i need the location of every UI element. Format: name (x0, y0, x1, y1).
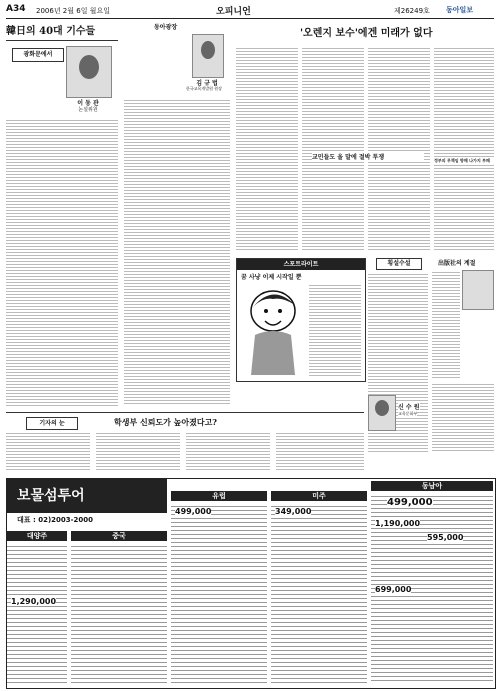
editorial-body-c (368, 46, 430, 252)
author-face-2 (201, 41, 215, 59)
author-name: 이 동 관 (77, 100, 99, 107)
ad-region-2: 중국 (71, 531, 167, 541)
ad-region-3-listings (171, 503, 267, 683)
author-role-2: 한국교육개발원 원장 (185, 86, 223, 91)
section-title: 오피니언 (216, 7, 251, 17)
column-center-label: 동아광장 (154, 24, 178, 31)
ad-region-2-listings (71, 543, 167, 683)
column-right-b-illustration (462, 270, 494, 310)
issue-date: 2006년 2월 6일 월요일 (36, 7, 110, 15)
author-name-2: 김 규 법 (196, 80, 218, 87)
ad-price-1: 499,000 (175, 507, 212, 516)
column-right-b-body (432, 270, 460, 380)
ad-brand: 보물섬투어 (17, 488, 85, 504)
bottom-article-body-d (276, 431, 364, 471)
article-body (6, 118, 118, 406)
column-right-b-body-2 (432, 382, 494, 452)
page-number: A34 (6, 4, 26, 14)
editorial-subhead-2: 정부의 무책임 방해 나가지 부패 (434, 158, 494, 164)
cartoon-box (236, 258, 366, 382)
newspaper-logo: 동아일보 (446, 6, 474, 14)
column-left-title: 韓日의 40대 기수들 (6, 22, 118, 41)
page-header (6, 4, 494, 19)
bottom-article-body-b (96, 431, 180, 471)
editorial-title: '오렌지 보수'에겐 미래가 없다 (300, 28, 433, 39)
ad-price-6: 595,000 (427, 533, 464, 542)
editorial-body-b (302, 46, 364, 252)
column-left (6, 22, 118, 407)
cartoon-subtitle: 꿈 사냥 이제 시작일 뿐 (241, 274, 302, 281)
author-face-3 (375, 400, 389, 416)
editorial-subhead-1: 교민들도 올 말에 절박 투쟁 (312, 152, 424, 161)
issue-number: 제26249호 (394, 7, 430, 15)
column-right-b-label: 出版社의 계절 (438, 260, 476, 267)
ad-region-3: 유럽 (171, 491, 267, 501)
author-name-3: 신 수 원 (398, 404, 420, 411)
ad-price-2: 1,290,000 (11, 597, 57, 606)
ad-region-5: 동남아 (371, 481, 493, 491)
author-photo-2 (192, 34, 224, 78)
editorial-body-a (236, 46, 298, 252)
column-editorial (236, 22, 494, 254)
ad-region-4: 미주 (271, 491, 367, 501)
ad-block[interactable] (6, 478, 496, 689)
ad-region-1-listings (7, 543, 67, 683)
ad-price-7: 699,000 (375, 585, 412, 594)
ad-price-4: 499,000 (387, 497, 433, 508)
bottom-article-label: 기자의 눈 (26, 417, 78, 430)
ad-region-1: 대양주 (7, 531, 67, 541)
column-center (124, 22, 230, 407)
cartoon-illustration (243, 283, 305, 377)
column-right-b (432, 258, 494, 453)
ad-price-5: 1,190,000 (375, 519, 421, 528)
author-face (79, 55, 99, 79)
author-role: 논설위원 (78, 107, 98, 113)
cartoon-caption (309, 283, 361, 377)
ad-price-3: 349,000 (275, 507, 312, 516)
column-left-label: 광화문에서 (12, 48, 64, 62)
column-right-a-label: 횡설수설 (376, 258, 422, 270)
bottom-article-title: 학생부 신뢰도가 높아졌다고? (114, 417, 217, 427)
ad-phone: 대표 : 02)2003-2000 (17, 516, 94, 524)
author-photo (66, 46, 112, 98)
author-photo-3 (368, 395, 396, 431)
bottom-article (6, 412, 364, 471)
bottom-article-body-a (6, 431, 90, 471)
editorial-body-d (434, 46, 494, 252)
cartoon-label: 스포트라이트 (237, 259, 365, 270)
author-role-3: 교육문화부 (398, 411, 418, 416)
bottom-article-body-c (186, 431, 270, 471)
ad-region-4-listings (271, 503, 367, 683)
article-body-2 (124, 98, 230, 406)
